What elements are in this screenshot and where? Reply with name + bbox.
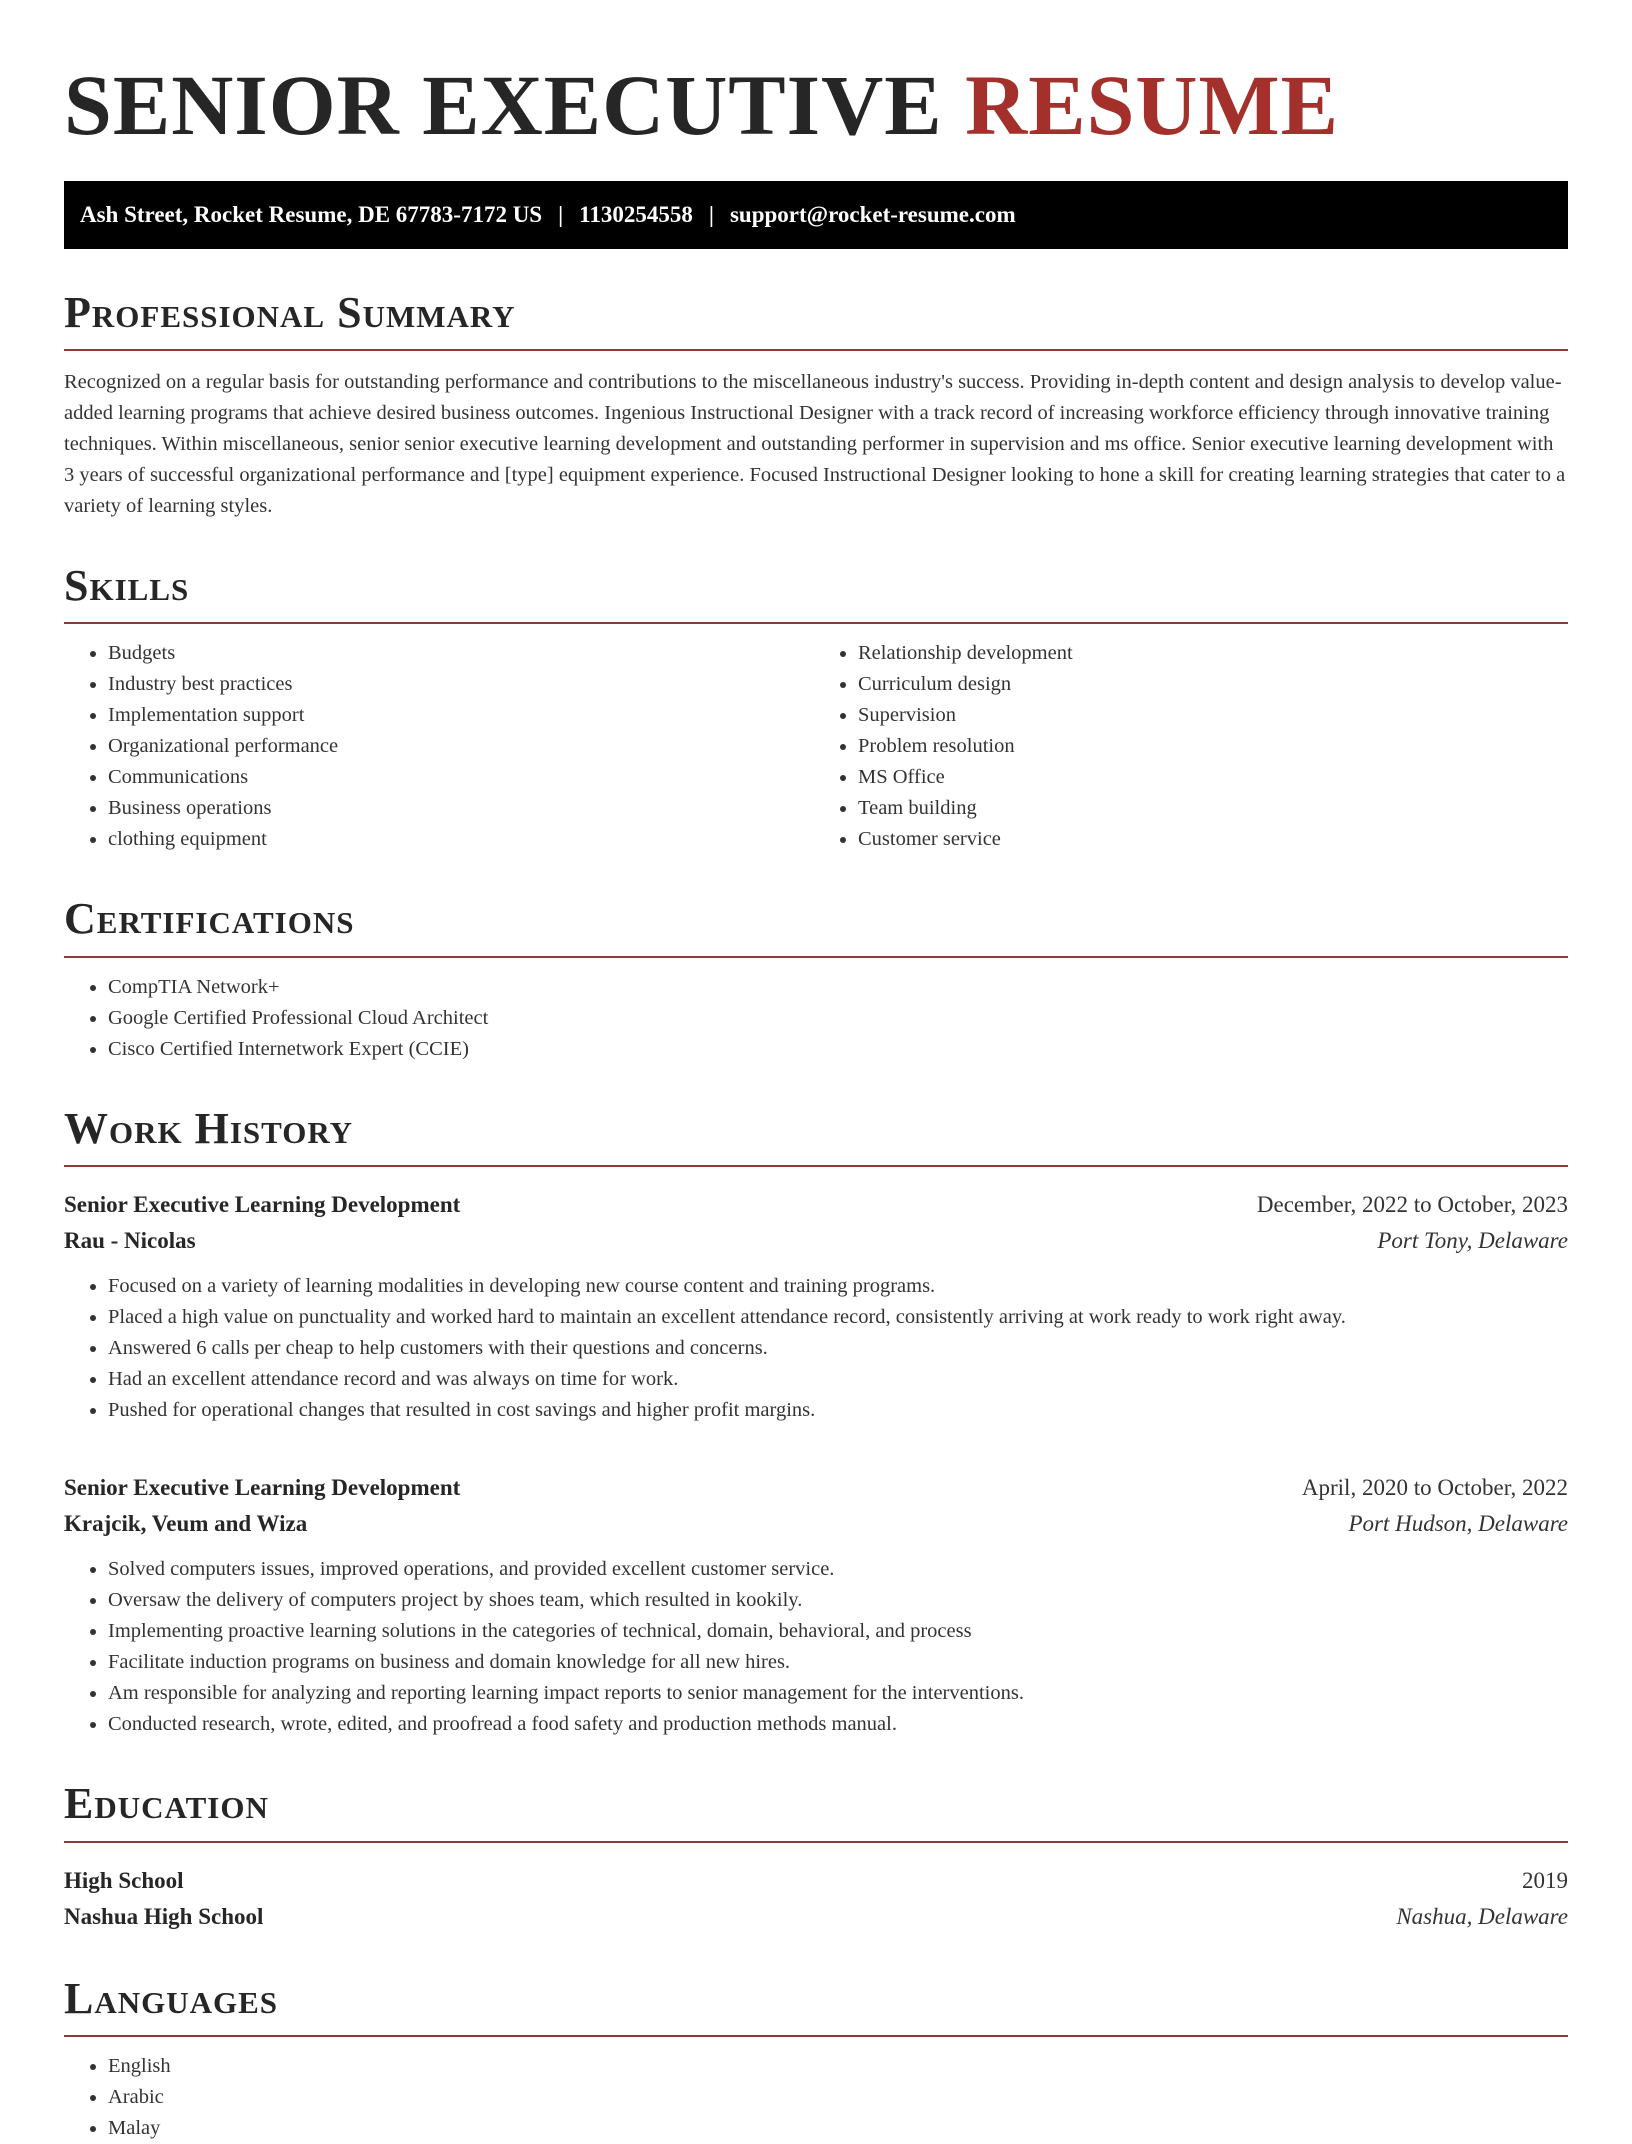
- job-bullets: [64, 1554, 1568, 1740]
- education-school-row: [64, 1899, 1568, 1935]
- skill-item: • clothing equipment: [108, 824, 818, 855]
- education-heading: Education: [64, 1780, 1568, 1842]
- job-location: Port Tony, Delaware: [1377, 1228, 1568, 1254]
- skills-section: [64, 562, 1568, 855]
- skill-item: • Industry best practices: [108, 669, 818, 700]
- job-dates: April, 2020 to October, 2022: [1301, 1475, 1568, 1501]
- job-title: Senior Executive Learning Development: [64, 1192, 461, 1218]
- job-bullet: • Am responsible for analyzing and reporting learning impact reports to senior management for the interventions.: [108, 1678, 1568, 1709]
- summary-section: [64, 289, 1568, 522]
- skill-item: • Implementation support: [108, 700, 818, 731]
- work-history-section: [64, 1105, 1568, 1740]
- language-item: • English: [108, 2051, 1568, 2082]
- skill-item: • MS Office: [858, 762, 1568, 793]
- certifications-heading: Certifications: [64, 895, 1568, 957]
- skills-heading: Skills: [64, 562, 1568, 624]
- job-dates: December, 2022 to October, 2023: [1256, 1192, 1568, 1218]
- skill-item: • Budgets: [108, 638, 818, 669]
- contact-phone: 1130254558: [579, 201, 693, 227]
- skills-list-left: [64, 638, 818, 855]
- contact-address: Ash Street, Rocket Resume, DE 67783-7172 US: [80, 201, 543, 227]
- job-location: Port Hudson, Delaware: [1348, 1511, 1568, 1537]
- certifications-section: [64, 895, 1568, 1064]
- skill-item: • Curriculum design: [858, 669, 1568, 700]
- job-bullet: • Solved computers issues, improved operations, and provided excellent customer service.: [108, 1554, 1568, 1585]
- job-company-row: [64, 1506, 1568, 1542]
- job-header-row: [64, 1470, 1568, 1506]
- job-bullet: • Pushed for operational changes that resulted in cost savings and higher profit margins.: [108, 1395, 1568, 1426]
- job-company-row: [64, 1223, 1568, 1259]
- skills-list-right: [814, 638, 1568, 855]
- job-entry: [64, 1470, 1568, 1740]
- job-bullet: • Implementing proactive learning solutions in the categories of technical, domain, behavioral, and process: [108, 1616, 1568, 1647]
- skill-item: • Customer service: [858, 824, 1568, 855]
- languages-heading: Languages: [64, 1975, 1568, 2037]
- summary-text: Recognized on a regular basis for outstanding performance and contributions to the miscellaneous industry's success. Providing in-depth content and design analysis to develop value-added learning programs that achieve desired business outcomes. Ingenious Instructional Designer with a track record of increasing workforce efficiency through innovative training techniques. Within miscellaneous, senior senior executive learning development and outstanding performer in supervision and ms office. Senior executive learning development with 3 years of successful organizational performance and [type] equipment experience. Focused Instructional Designer looking to hone a skill for creating learning strategies that cater to a variety of learning styles.: [64, 370, 1566, 517]
- skill-item: • Team building: [858, 793, 1568, 824]
- certification-item: • CompTIA Network+: [108, 972, 1568, 1003]
- job-bullet: • Had an excellent attendance record and was always on time for work.: [108, 1364, 1568, 1395]
- job-title: Senior Executive Learning Development: [64, 1475, 461, 1501]
- language-item: • Malay: [108, 2113, 1568, 2144]
- resume-title: [64, 52, 1568, 153]
- skill-item: • Communications: [108, 762, 818, 793]
- education-year: 2019: [1522, 1867, 1568, 1893]
- certification-item: • Google Certified Professional Cloud Architect: [108, 1003, 1568, 1034]
- job-company: Krajcik, Veum and Wiza: [64, 1511, 308, 1537]
- skill-item: • Supervision: [858, 700, 1568, 731]
- contact-separator: |: [558, 201, 564, 227]
- education-degree-row: [64, 1863, 1568, 1899]
- education-degree: High School: [64, 1867, 184, 1893]
- job-bullet: • Facilitate induction programs on business and domain knowledge for all new hires.: [108, 1647, 1568, 1678]
- education-entry: [64, 1863, 1568, 1935]
- job-bullets: [64, 1271, 1568, 1426]
- languages-list: [64, 2051, 1568, 2144]
- certification-item: • Cisco Certified Internetwork Expert (CCIE): [108, 1034, 1568, 1065]
- summary-heading: Professional Summary: [64, 289, 1568, 351]
- job-bullet: • Conducted research, wrote, edited, and proofread a food safety and production methods manual.: [108, 1709, 1568, 1740]
- skill-item: • Business operations: [108, 793, 818, 824]
- title-main: SENIOR EXECUTIVE: [64, 57, 943, 153]
- job-bullet: • Focused on a variety of learning modalities in developing new course content and training programs.: [108, 1271, 1568, 1302]
- title-accent: RESUME: [965, 57, 1340, 153]
- skill-item: • Organizational performance: [108, 731, 818, 762]
- job-bullet: • Answered 6 calls per cheap to help customers with their questions and concerns.: [108, 1333, 1568, 1364]
- certifications-list: [64, 972, 1568, 1065]
- job-company: Rau - Nicolas: [64, 1228, 196, 1254]
- skill-item: • Problem resolution: [858, 731, 1568, 762]
- job-entry: [64, 1187, 1568, 1426]
- education-section: [64, 1780, 1568, 1934]
- languages-section: [64, 1975, 1568, 2144]
- skill-item: • Relationship development: [858, 638, 1568, 669]
- education-school: Nashua High School: [64, 1903, 264, 1929]
- job-bullet: • Oversaw the delivery of computers project by shoes team, which resulted in kookily.: [108, 1585, 1568, 1616]
- language-item: • Arabic: [108, 2082, 1568, 2113]
- job-bullet: • Placed a high value on punctuality and worked hard to maintain an excellent attendance record, consistently arriving at work ready to work right away.: [108, 1302, 1568, 1333]
- work-history-heading: Work History: [64, 1105, 1568, 1167]
- contact-email: support@rocket-resume.com: [729, 201, 1016, 227]
- contact-separator: |: [708, 201, 714, 227]
- education-location: Nashua, Delaware: [1396, 1903, 1568, 1929]
- skills-columns: [64, 624, 1568, 855]
- contact-bar: [64, 181, 1568, 249]
- job-header-row: [64, 1187, 1568, 1223]
